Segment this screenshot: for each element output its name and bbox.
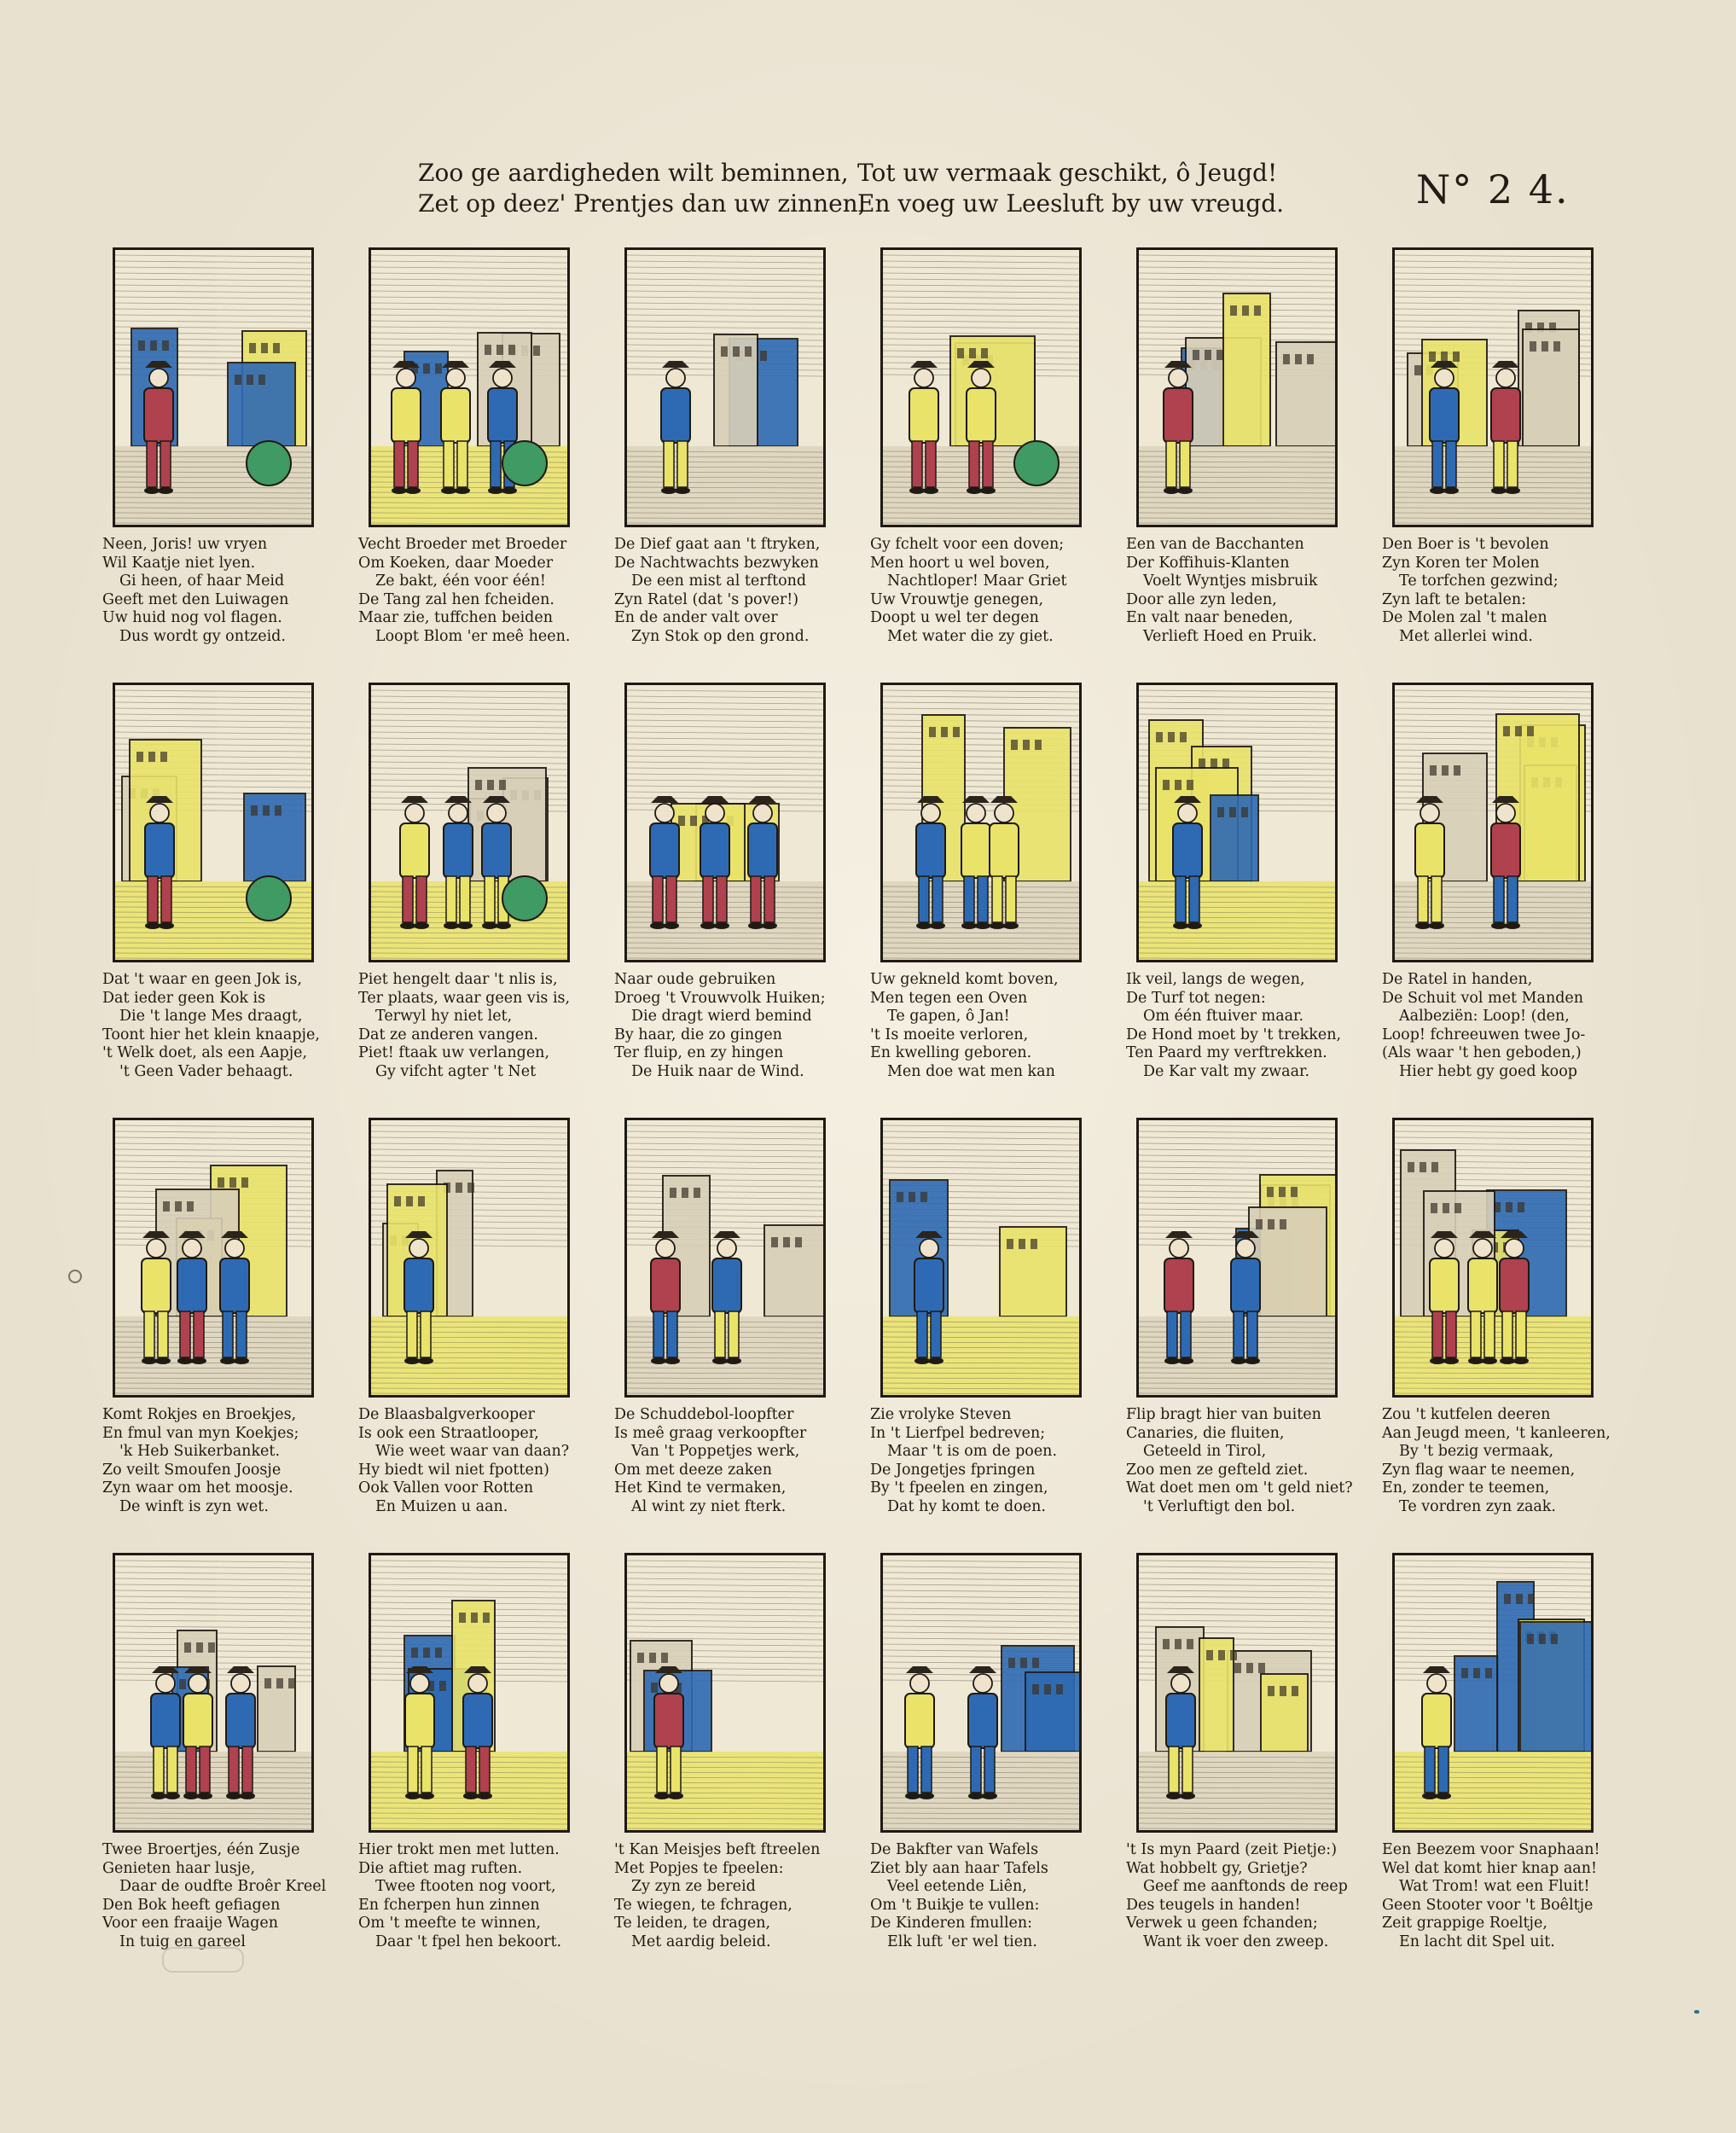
verse-line: Verwek u geen fchanden;: [1126, 1915, 1318, 1932]
verse-caption: [1382, 536, 1612, 646]
verse-line: Geeft met den Luiwagen: [102, 590, 289, 608]
verse-line: En kwelling geboren.: [870, 1044, 1032, 1061]
woodcut-illustration: [624, 247, 826, 527]
verse-line: Ter fluip, en zy hingen: [614, 1044, 784, 1061]
verse-line: Het Kind te vermaken,: [614, 1479, 787, 1497]
verse-line: Ik veil, langs de wegen,: [1126, 971, 1305, 988]
verse-line: Zo veilt Smoufen Joosje: [102, 1461, 282, 1479]
verse-caption: [1126, 1406, 1356, 1516]
sheet-number: N° 2 4.: [1416, 166, 1570, 212]
verse-line: En Muizen u aan.: [375, 1497, 508, 1515]
verse-line: Men hoort u wel boven,: [870, 554, 1050, 572]
woodcut-illustration: [880, 1118, 1082, 1398]
verse-caption: [1382, 1841, 1612, 1951]
verse-caption: [102, 971, 333, 1081]
woodcut-illustration: [880, 247, 1082, 527]
verse-line: Om 't meefte te winnen,: [358, 1915, 541, 1932]
woodcut-illustration: [1392, 683, 1594, 962]
verse-line: De Hond moet by 't trekken,: [1126, 1026, 1342, 1043]
verse-line: Men tegen een Oven: [870, 989, 1028, 1007]
woodcut-illustration: [113, 1118, 314, 1398]
verse-line: Dat 't waar en geen Jok is,: [102, 971, 303, 988]
verse-line: Hier trokt men met lutten.: [358, 1841, 560, 1858]
verse-line: Hier hebt gy goed koop: [1399, 1062, 1577, 1080]
verse-line: Daar de oudfte Broêr Kreel: [119, 1878, 327, 1895]
verse-line: Wie weet waar van daan?: [375, 1443, 570, 1460]
verse-line: De winft is zyn wet.: [119, 1497, 269, 1515]
verse-line: In 't Lierfpel bedreven;: [870, 1424, 1046, 1442]
woodcut-illustration: [624, 1118, 826, 1398]
verse-line: Maar zie, tuffchen beiden: [358, 609, 553, 626]
verse-line: Wil Kaatje niet lyen.: [102, 554, 256, 572]
verse-line: Gy vifcht agter 't Net: [375, 1062, 537, 1080]
verse-line: Uw Vrouwtje genegen,: [870, 590, 1044, 608]
header-line: Zet op deez' Prentjes dan uw zinnen,: [418, 189, 866, 218]
verse-line: Om één ftuiver maar.: [1143, 1008, 1304, 1025]
woodcut-illustration: [369, 247, 570, 527]
verse-line: Wel dat komt hier knap aan!: [1382, 1859, 1598, 1877]
verse-line: Dat hy komt te doen.: [887, 1497, 1046, 1515]
verse-line: Gi heen, of haar Meid: [119, 572, 285, 590]
verse-line: De Ratel in handen,: [1382, 971, 1533, 988]
verse-line: 't Verluftigt den bol.: [1143, 1497, 1296, 1515]
header-verse-left: [418, 158, 866, 219]
verse-line: Een Beezem voor Snaphaan!: [1382, 1841, 1600, 1858]
woodcut-illustration: [624, 683, 826, 962]
verse-line: Piet hengelt daar 't nlis is,: [358, 971, 558, 988]
verse-line: De Tang zal hen fcheiden.: [358, 590, 554, 608]
verse-line: De Nachtwachts bezwyken: [614, 554, 819, 572]
verse-caption: [870, 1406, 1100, 1516]
woodcut-illustration: [624, 1553, 826, 1833]
header-line: En voeg uw Leesluft by uw vreugd.: [857, 189, 1285, 218]
verse-caption: [870, 971, 1100, 1081]
verse-line: En fcherpen hun zinnen: [358, 1896, 540, 1914]
ink-speck: [1694, 2010, 1699, 2014]
verse-line: De Jongetjes fpringen: [870, 1461, 1036, 1479]
verse-line: Dus wordt gy ontzeid.: [119, 627, 286, 645]
verse-line: Zy zyn ze bereid: [631, 1878, 756, 1895]
verse-line: Aalbeziën: Loop! (den,: [1399, 1008, 1570, 1025]
verse-line: Te vordren zyn zaak.: [1399, 1497, 1556, 1515]
verse-line: Men doe wat men kan: [887, 1062, 1055, 1080]
woodcut-illustration: [113, 247, 314, 527]
verse-line: Daar 't fpel hen bekoort.: [375, 1932, 562, 1950]
woodcut-illustration: [1392, 1118, 1594, 1398]
verse-line: Voelt Wyntjes misbruik: [1143, 572, 1318, 590]
verse-line: Der Koffihuis-Klanten: [1126, 554, 1290, 572]
verse-line: Geteeld in Tirol,: [1143, 1443, 1267, 1460]
verse-line: En de ander valt over: [614, 609, 778, 626]
verse-line: Loop! fchreeuwen twee Jo-: [1382, 1026, 1586, 1043]
verse-line: De Blaasbalgverkooper: [358, 1406, 535, 1423]
verse-line: Ter plaats, waar geen vis is,: [358, 989, 571, 1007]
verse-line: De Molen zal 't malen: [1382, 609, 1547, 626]
verse-caption: [358, 1841, 589, 1951]
verse-line: Canaries, die fluiten,: [1126, 1424, 1285, 1442]
verse-line: Hy biedt wil niet fpotten): [358, 1461, 549, 1479]
verse-line: De Turf tot negen:: [1126, 989, 1266, 1007]
verse-line: 't Is moeite verloren,: [870, 1026, 1029, 1043]
verse-line: 't Is myn Paard (zeit Pietje:): [1126, 1841, 1338, 1858]
verse-line: (Als waar 't hen geboden,): [1382, 1044, 1582, 1061]
verse-line: Al wint zy niet fterk.: [631, 1497, 787, 1515]
woodcut-illustration: [880, 1553, 1082, 1833]
verse-line: Zyn Koren ter Molen: [1382, 554, 1540, 572]
verse-line: In tuig en gareel: [119, 1932, 246, 1950]
verse-caption: [1382, 1406, 1612, 1516]
verse-line: Met aardig beleid.: [631, 1932, 771, 1950]
verse-line: Om Koeken, daar Moeder: [358, 554, 554, 572]
verse-line: Elk luft 'er wel tien.: [887, 1932, 1037, 1950]
woodcut-illustration: [1136, 1553, 1338, 1833]
verse-line: De Huik naar de Wind.: [631, 1062, 804, 1080]
woodcut-illustration: [1136, 247, 1338, 527]
verse-line: Zou 't kutfelen deeren: [1382, 1406, 1551, 1423]
verse-line: Met Popjes te fpeelen:: [614, 1859, 784, 1877]
header-line: Zoo ge aardigheden wilt beminnen,: [418, 159, 849, 187]
woodcut-illustration: [1392, 247, 1594, 527]
verse-line: Geen Stooter voor 't Boêltje: [1382, 1896, 1594, 1914]
verse-line: Komt Rokjes en Broekjes,: [102, 1406, 297, 1423]
verse-line: Naar oude gebruiken: [614, 971, 776, 988]
verse-line: Verlieft Hoed en Pruik.: [1143, 627, 1317, 645]
verse-caption: [358, 1406, 589, 1516]
verse-line: De Kinderen fmullen:: [870, 1915, 1033, 1932]
verse-line: Die dragt wierd bemind: [631, 1008, 812, 1025]
verse-caption: [870, 1841, 1100, 1951]
verse-line: Ten Paard my verftrekken.: [1126, 1044, 1327, 1061]
verse-line: Twee ftooten nog voort,: [375, 1878, 556, 1895]
verse-line: Die 't lange Mes draagt,: [119, 1008, 303, 1025]
verse-line: En, zonder te teemen,: [1382, 1479, 1550, 1497]
verse-caption: [102, 536, 333, 646]
verse-caption: [614, 1406, 845, 1516]
verse-line: Gy fchelt voor een doven;: [870, 536, 1065, 553]
verse-caption: [102, 1406, 333, 1516]
verse-line: Uw huid nog vol flagen.: [102, 609, 282, 626]
verse-line: Ziet bly aan haar Tafels: [870, 1859, 1048, 1877]
verse-line: Zyn flag waar te neemen,: [1382, 1461, 1576, 1479]
verse-line: De Dief gaat aan 't ftryken,: [614, 536, 821, 553]
verse-caption: [1126, 971, 1356, 1081]
verse-line: Loopt Blom 'er meê heen.: [375, 627, 571, 645]
verse-caption: [1382, 971, 1612, 1081]
verse-caption: [614, 971, 845, 1081]
verse-line: De Bakfter van Wafels: [870, 1841, 1039, 1858]
verse-line: Flip bragt hier van buiten: [1126, 1406, 1321, 1423]
verse-line: Toont hier het klein knaapje,: [102, 1026, 320, 1043]
woodcut-illustration: [1392, 1553, 1594, 1833]
verse-line: En lacht dit Spel uit.: [1399, 1932, 1555, 1950]
verse-line: By haar, die zo gingen: [614, 1026, 782, 1043]
verse-line: Om 't Buikje te vullen:: [870, 1896, 1040, 1914]
verse-line: Om met deeze zaken: [614, 1461, 772, 1479]
verse-line: Zoo men ze gefteld ziet.: [1126, 1461, 1309, 1479]
verse-line: Ook Vallen voor Rotten: [358, 1479, 534, 1497]
verse-line: 't Kan Meisjes beft ftreelen: [614, 1841, 821, 1858]
verse-line: Is meê graag verkoopfter: [614, 1424, 807, 1442]
verse-line: Te wiegen, te fchragen,: [614, 1896, 793, 1914]
verse-caption: [870, 536, 1100, 646]
verse-line: Met allerlei wind.: [1399, 627, 1533, 645]
verse-line: Neen, Joris! uw vryen: [102, 536, 268, 553]
woodcut-illustration: [113, 1553, 314, 1833]
woodcut-illustration: [369, 1553, 570, 1833]
verse-line: Wat Trom! wat een Fluit!: [1399, 1878, 1590, 1895]
verse-caption: [102, 1841, 333, 1951]
woodcut-illustration: [1136, 1118, 1338, 1398]
verse-line: De Kar valt my zwaar.: [1143, 1062, 1310, 1080]
woodcut-illustration: [880, 683, 1082, 962]
verse-line: Een van de Bacchanten: [1126, 536, 1304, 553]
verse-line: By 't bezig vermaak,: [1399, 1443, 1554, 1460]
verse-line: Wat doet men om 't geld niet?: [1126, 1479, 1353, 1497]
verse-line: Veel eetende Liên,: [887, 1878, 1027, 1895]
verse-line: 'k Heb Suikerbanket.: [119, 1443, 281, 1460]
verse-line: Uw gekneld komt boven,: [870, 971, 1059, 988]
verse-line: Den Boer is 't bevolen: [1382, 536, 1549, 553]
verse-line: Genieten haar lusje,: [102, 1859, 256, 1877]
verse-line: En valt naar beneden,: [1126, 609, 1293, 626]
verse-line: Zie vrolyke Steven: [870, 1406, 1012, 1423]
verse-line: Den Bok heeft gefiagen: [102, 1896, 281, 1914]
verse-line: Wat hobbelt gy, Grietje?: [1126, 1859, 1308, 1877]
verse-line: Want ik voer den zweep.: [1143, 1932, 1329, 1950]
verse-line: Met water die zy giet.: [887, 627, 1054, 645]
verse-line: Des teugels in handen!: [1126, 1896, 1301, 1914]
verse-line: Zyn waar om het moosje.: [102, 1479, 293, 1497]
verse-line: Piet! ftaak uw verlangen,: [358, 1044, 550, 1061]
verse-line: Te torfchen gezwind;: [1399, 572, 1559, 590]
verse-line: Twee Broertjes, één Zusje: [102, 1841, 300, 1858]
verse-line: Is ook een Straatlooper,: [358, 1424, 539, 1442]
verse-line: Dat ze anderen vangen.: [358, 1026, 538, 1043]
verse-line: Te gapen, ô Jan!: [887, 1008, 1010, 1025]
verse-line: 't Geen Vader behaagt.: [119, 1062, 293, 1080]
verse-line: Zyn Stok op den grond.: [631, 627, 810, 645]
verse-line: Nachtloper! Maar Griet: [887, 572, 1067, 590]
woodcut-illustration: [113, 683, 314, 962]
verse-line: De Schuddebol-loopfter: [614, 1406, 794, 1423]
verse-line: Voor een fraaije Wagen: [102, 1915, 278, 1932]
verse-line: Maar 't is om de poen.: [887, 1443, 1058, 1460]
verse-line: Zyn laft te betalen:: [1382, 590, 1527, 608]
verse-caption: [1126, 1841, 1356, 1951]
verse-line: Door alle zyn leden,: [1126, 590, 1277, 608]
header-verse-right: [857, 158, 1284, 219]
verse-line: Zyn Ratel (dat 's pover!): [614, 590, 799, 608]
verse-line: Te leiden, te dragen,: [614, 1915, 771, 1932]
woodcut-illustration: [369, 683, 570, 962]
verse-line: En fmul van myn Koekjes;: [102, 1424, 299, 1442]
woodcut-illustration: [369, 1118, 570, 1398]
verse-line: 't Welk doet, als een Aapje,: [102, 1044, 308, 1061]
verse-line: Dat ieder geen Kok is: [102, 989, 266, 1007]
verse-line: Aan Jeugd meen, 't kanleeren,: [1382, 1424, 1611, 1442]
pinhole-mark: [68, 1270, 82, 1283]
header-line: Tot uw vermaak geschikt, ô Jeugd!: [857, 159, 1278, 187]
collection-stamp: [162, 1947, 244, 1973]
verse-line: Zeit grappige Roeltje,: [1382, 1915, 1547, 1932]
verse-line: De een mist al terftond: [631, 572, 807, 590]
verse-line: Vecht Broeder met Broeder: [358, 536, 567, 553]
verse-caption: [358, 536, 589, 646]
verse-line: Droeg 't Vrouwvolk Huiken;: [614, 989, 826, 1007]
verse-line: Geef me aanftonds de reep: [1143, 1878, 1348, 1895]
verse-line: Van 't Poppetjes werk,: [631, 1443, 800, 1460]
verse-line: Die aftiet mag ruften.: [358, 1859, 523, 1877]
verse-line: By 't fpeelen en zingen,: [870, 1479, 1048, 1497]
verse-caption: [614, 536, 845, 646]
verse-line: Terwyl hy niet let,: [375, 1008, 513, 1025]
verse-line: Doopt u wel ter degen: [870, 609, 1039, 626]
verse-caption: [358, 971, 589, 1081]
verse-line: De Schuit vol met Manden: [1382, 989, 1584, 1007]
verse-line: Ze bakt, één voor één!: [375, 572, 546, 590]
verse-caption: [614, 1841, 845, 1951]
woodcut-illustration: [1136, 683, 1338, 962]
verse-caption: [1126, 536, 1356, 646]
